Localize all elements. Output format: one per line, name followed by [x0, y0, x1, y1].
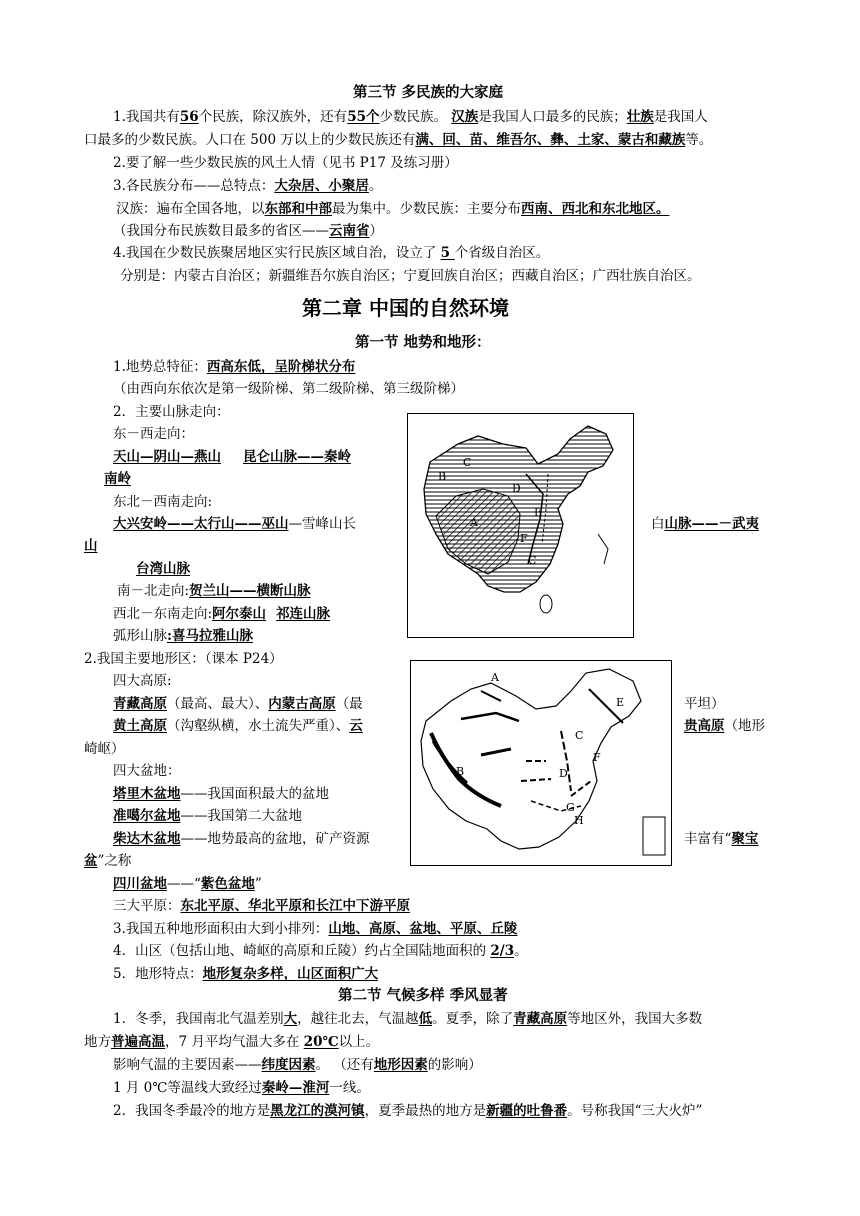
s3-para-3: 3.各民族分布——总特点：大杂居、小聚居。: [113, 178, 383, 194]
s3-para-4: 4.我国在少数民族聚居地区实行民族区域自治，设立了 5 个省级自治区。: [113, 245, 550, 261]
s1-line-11: 南－北走向:贺兰山——横断山脉: [117, 583, 311, 599]
s1-line-16-right: 平坦）: [684, 696, 725, 712]
s1-line-4: 东－西走向：: [113, 426, 194, 442]
s1-line-3: 2．主要山脉走向：: [113, 404, 230, 420]
s1-line-18: 崎岖）: [84, 741, 125, 757]
map2-label-f: F: [593, 751, 601, 764]
s1-line-22-right: 丰富有“聚宝: [684, 831, 759, 847]
china-outline-map: [408, 414, 633, 637]
s1-line-8: 大兴安岭——太行山——巫山—雪峰山长: [113, 516, 356, 532]
map2-label-d: D: [559, 767, 568, 780]
chapter-title: 第二章 中国的自然环境: [302, 296, 509, 320]
s2-line-3: 影响气温的主要因素——纬度因素。 （还有地形因素的影响）: [113, 1057, 482, 1073]
map2-label-h: H: [574, 814, 584, 827]
s1-line-13: 弧形山脉:喜马拉雅山脉: [113, 628, 253, 644]
terrain-steps-map: [407, 413, 634, 638]
landform-regions-map: [410, 660, 672, 866]
s1-line-16: 青藏高原（最高、最大）、内蒙古高原（最: [113, 696, 363, 712]
s2-line-4: 1 月 0℃等温线大致经过秦岭—淮河一线。: [113, 1080, 370, 1096]
map1-label-a: A: [470, 516, 478, 529]
map1-label-e: E: [534, 506, 543, 519]
s2-line-2: 地方普遍高温，7 月平均气温大多在 20℃以上。: [84, 1034, 380, 1050]
map2-label-b: B: [456, 765, 465, 778]
s3-para-3c: （我国分布民族数目最多的省区——云南省）: [113, 223, 383, 239]
s1-line-22: 柴达木盆地——地势最高的盆地，矿产资源: [113, 831, 370, 847]
s3-para-2: 2.要了解一些少数民族的风土人情（见书 P17 及练习册）: [113, 155, 458, 171]
s1-line-12: 西北－东南走向:阿尔泰山 祁连山脉: [113, 606, 331, 622]
s1-line-26: 3.我国五种地形面积由大到小排列：山地、高原、盆地、平原、丘陵: [113, 921, 518, 937]
s2-line-1: 1．冬季，我国南北气温差别大，越往北去，气温越低。夏季，除了青藏高原等地区外，我国大多数: [113, 1011, 703, 1027]
s3-para-1b: 口最多的少数民族。人口在 500 万以上的少数民族还有满、回、苗、维吾尔、彝、土家、蒙古和藏族等。: [84, 132, 713, 148]
s2-line-5: 2．我国冬季最冷的地方是黑龙江的漠河镇，夏季最热的地方是新疆的吐鲁番。号称我国“三大火炉”: [113, 1103, 703, 1119]
s1-line-25: 三大平原：东北平原、华北平原和长江中下游平原: [113, 898, 410, 914]
s1-line-27: 4．山区（包括山地、崎岖的高原和丘陵）约占全国陆地面积的 2/3。: [113, 943, 528, 959]
s1-line-15: 四大高原:: [113, 673, 172, 689]
s3-para-3b: 汉族：遍布全国各地，以东部和中部最为集中。少数民族：主要分布西南、西北和东北地区。: [116, 201, 670, 217]
s1-line-5: 天山—阴山—燕山 昆仑山脉——秦岭: [113, 449, 351, 465]
section-title-2: 第二节 气候多样 季风显著: [338, 987, 508, 1004]
s1-line-1: 1.地势总特征：西高东低，呈阶梯状分布: [113, 359, 356, 375]
map1-label-f: F: [520, 532, 528, 545]
china-landform-map: [411, 661, 671, 865]
map2-label-g: G: [566, 801, 575, 814]
map2-label-a: A: [491, 671, 499, 684]
s1-line-17-right: 贵高原（地形: [684, 718, 765, 734]
s3-para-4b: 分别是：内蒙古自治区；新疆维吾尔族自治区；宁夏回族自治区；西藏自治区；广西壮族自治区。: [120, 268, 701, 284]
map2-label-e: E: [616, 696, 625, 709]
s1-line-19: 四大盆地：: [113, 763, 181, 779]
s1-line-10: 台湾山脉: [136, 561, 190, 577]
map1-label-c-north: C: [463, 456, 472, 469]
s1-line-20: 塔里木盆地——我国面积最大的盆地: [113, 786, 329, 802]
s1-line-28: 5．地形特点：地形复杂多样，山区面积广大: [113, 966, 379, 982]
map1-label-c-south: C: [528, 554, 537, 567]
s1-line-7: 东北－西南走向:: [113, 494, 213, 510]
s1-line-24: 四川盆地——“紫色盆地”: [113, 876, 262, 892]
map2-label-c: C: [575, 729, 584, 742]
section-title-3: 第三节 多民族的大家庭: [353, 84, 504, 101]
s1-line-23: 盆”之称: [84, 853, 132, 869]
s1-line-17: 黄土高原（沟壑纵横，水土流失严重）、云: [113, 718, 363, 734]
map1-label-d: D: [512, 482, 521, 495]
s1-line-2: （由西向东依次是第一级阶梯、第二级阶梯、第三级阶梯）: [113, 381, 464, 397]
s1-line-21: 准噶尔盆地——我国第二大盆地: [113, 808, 302, 824]
section-title-1: 第一节 地势和地形：: [355, 334, 491, 351]
s1-line-9: 山: [84, 538, 98, 554]
s1-line-8-right: 白山脉——－武夷: [651, 516, 759, 532]
s1-line-6: 南岭: [104, 471, 131, 487]
map1-label-b: B: [438, 470, 447, 483]
s1-line-14: 2.我国主要地形区：（课本 P24）: [84, 651, 283, 667]
s3-para-1: 1.我国共有56个民族，除汉族外，还有55个少数民族。 汉族是我国人口最多的民族；壮族是我国人: [113, 109, 708, 125]
